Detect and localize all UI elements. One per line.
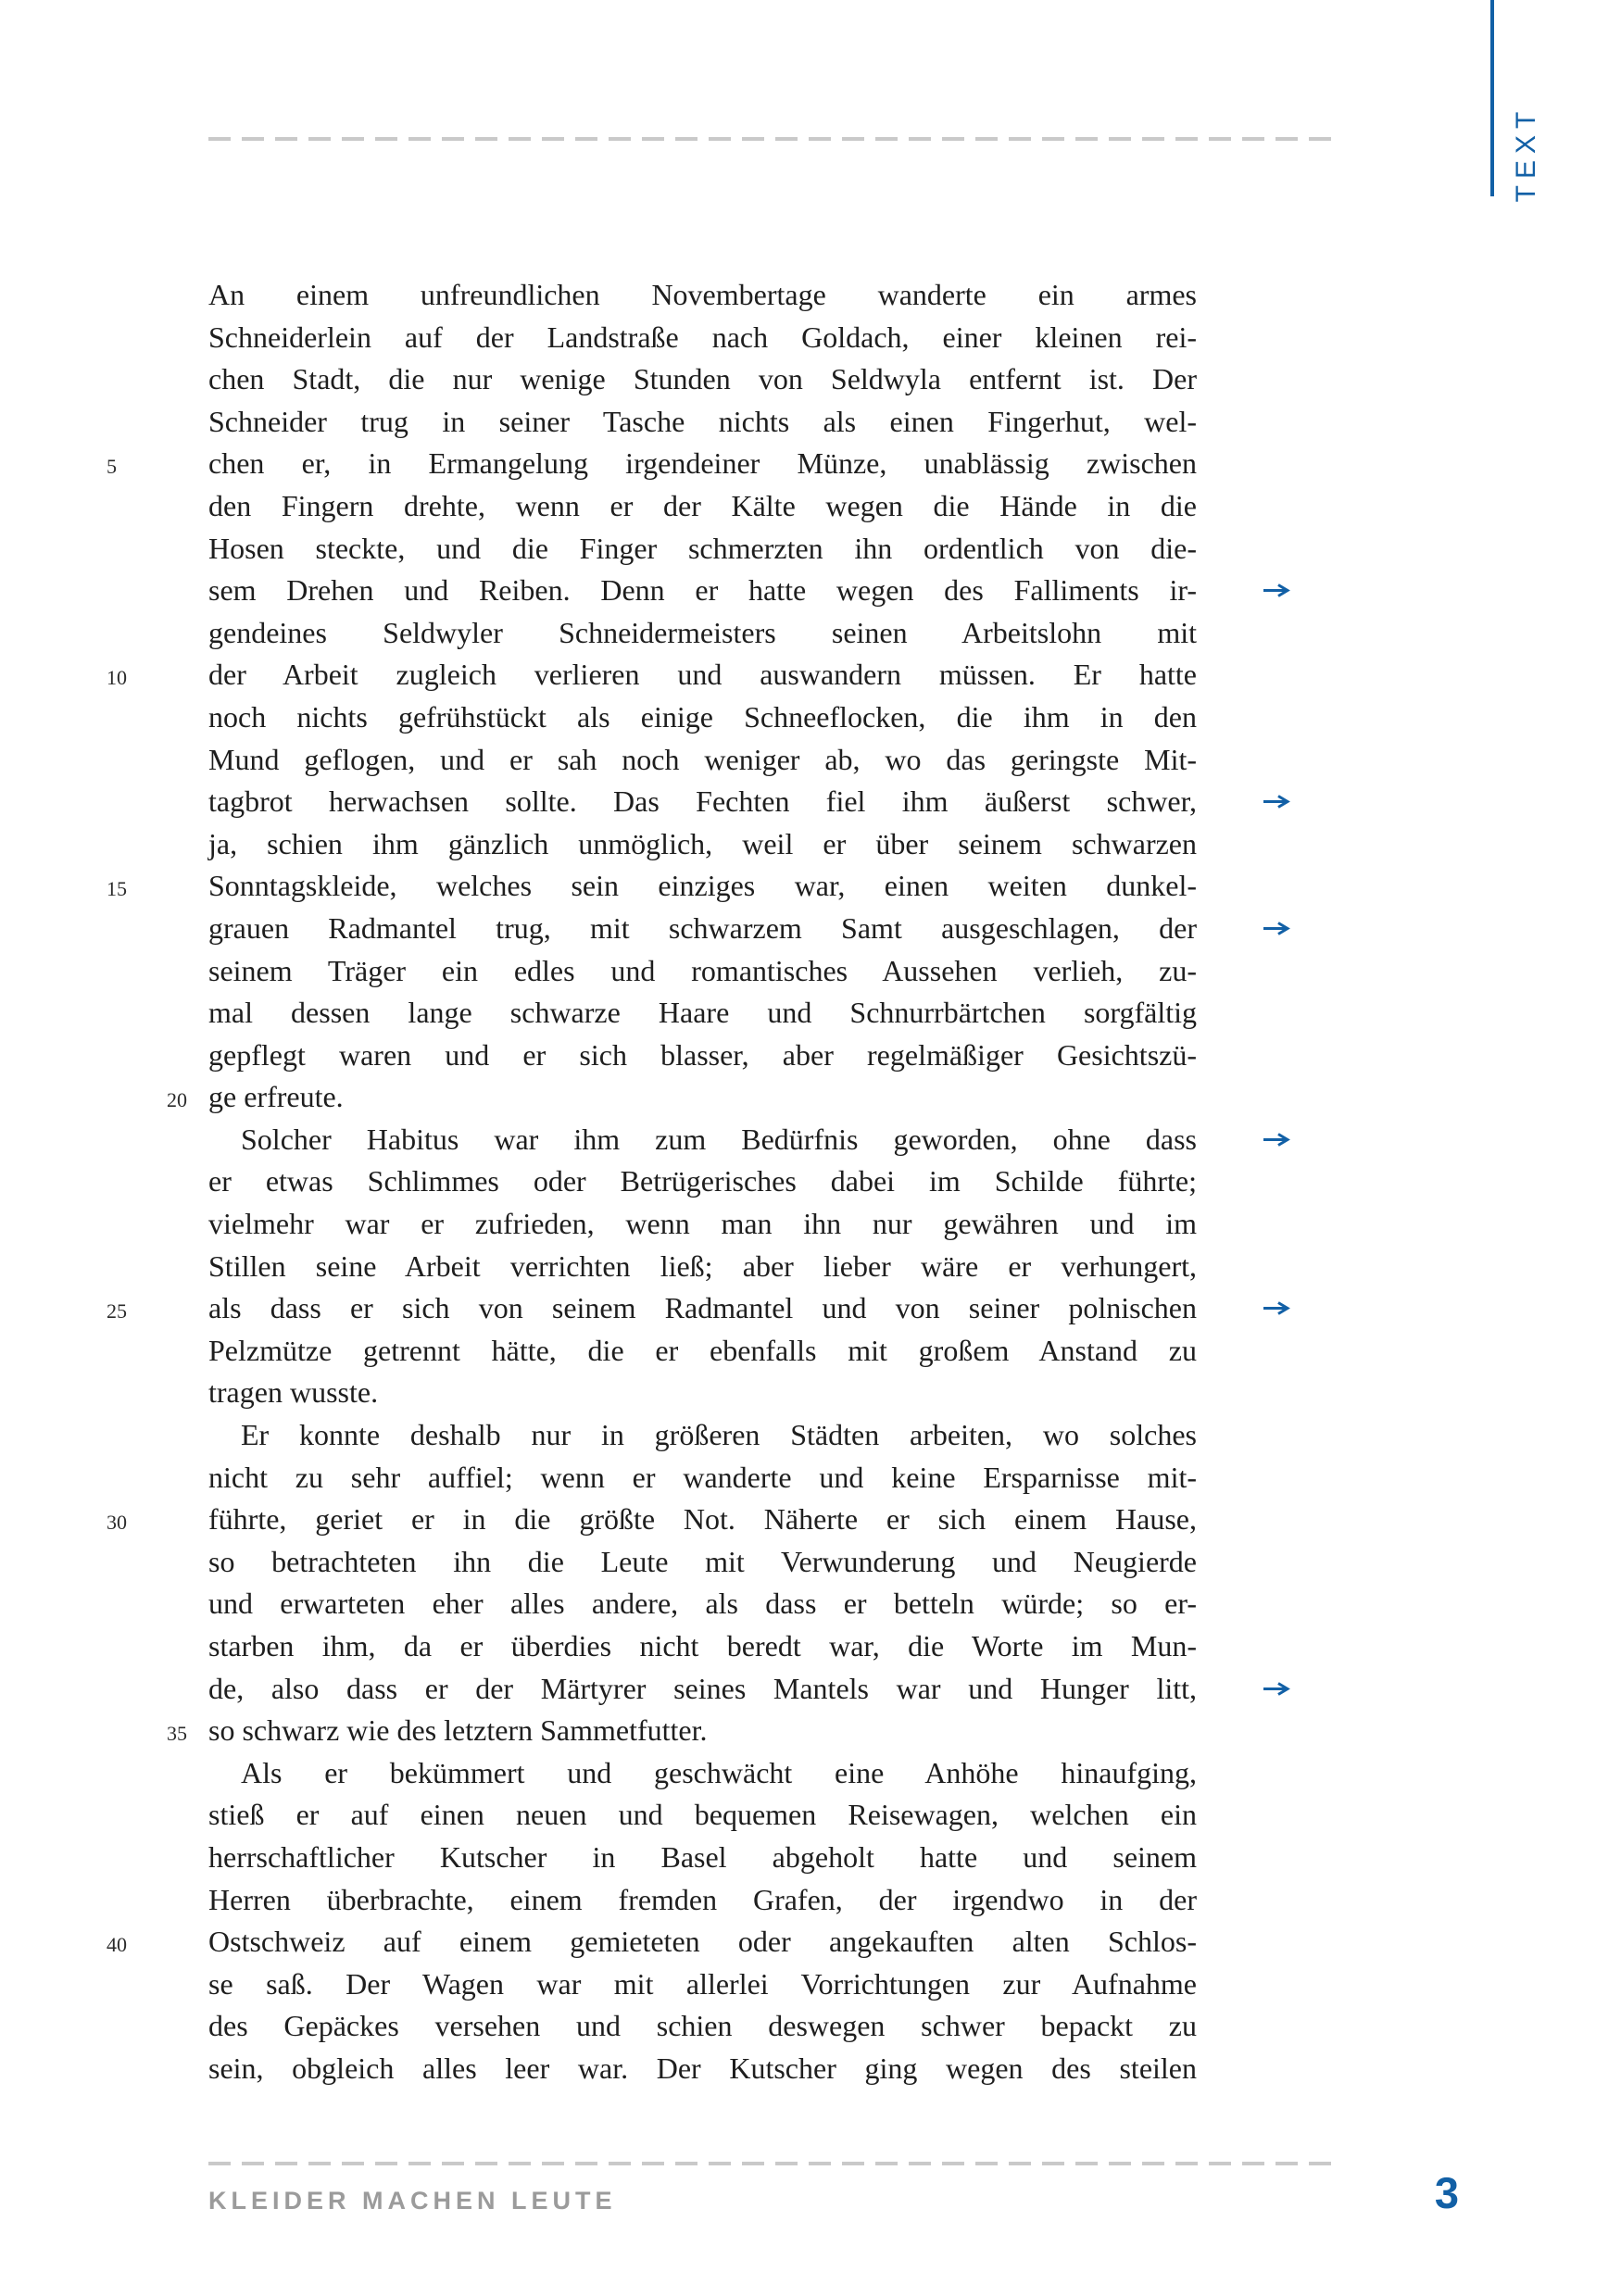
text-line-content: herrschaftlicher Kutscher in Basel abgeholt hatte und seinem xyxy=(208,1839,1197,1874)
text-line xyxy=(208,612,1197,655)
text-line xyxy=(208,317,1197,359)
text-line xyxy=(208,1035,1197,1077)
text-line-content: tagbrot herwachsen sollte. Das Fechten fiel ihm äußerst schwer, xyxy=(208,784,1197,819)
text-line xyxy=(208,1203,1197,1246)
text-line xyxy=(208,1414,1197,1457)
text-line-content: ja, schien ihm gänzlich unmöglich, weil er über seinem schwarzen xyxy=(208,826,1197,860)
text-line-content: noch nichts gefrühstückt als einige Schneeflocken, die ihm in den xyxy=(208,699,1197,734)
margin-arrow-icon xyxy=(1263,1682,1290,1696)
text-line-content: tragen wusste. xyxy=(208,1375,379,1410)
line-number: 10 xyxy=(107,666,127,690)
text-line xyxy=(107,654,1197,696)
text-line-content: er etwas Schlimmes oder Betrügerisches dabei im Schilde führte; xyxy=(208,1164,1197,1198)
text-line xyxy=(208,739,1197,782)
text-line xyxy=(208,1541,1197,1584)
margin-arrow-icon xyxy=(1263,795,1290,809)
text-line xyxy=(167,1076,1197,1119)
text-line-content: Pelzmütze getrennt hätte, die er ebenfalls mit großem Anstand zu xyxy=(208,1333,1197,1367)
text-line xyxy=(208,908,1197,950)
text-line-content: und erwarteten eher alles andere, als dass er betteln würde; so er- xyxy=(208,1587,1197,1621)
text-line xyxy=(208,1964,1197,2006)
text-line-content: nicht zu sehr auffiel; wenn er wanderte und keine Ersparnisse mit- xyxy=(208,1460,1197,1494)
text-line-content: Als er bekümmert und geschwächt eine Anhöhe hinaufging, xyxy=(241,1755,1197,1789)
text-line xyxy=(107,1921,1197,1964)
text-line-content: ge erfreute. xyxy=(208,1080,344,1114)
text-line xyxy=(208,1794,1197,1837)
text-line-content: chen Stadt, die nur wenige Stunden von Seldwyla entfernt ist. Der xyxy=(208,362,1197,396)
line-number: 35 xyxy=(167,1722,187,1746)
text-line xyxy=(107,865,1197,908)
text-line-content: grauen Radmantel trug, mit schwarzem Samt ausgeschlagen, der xyxy=(208,910,1197,945)
text-line-content: chen er, in Ermangelung irgendeiner Münze, unablässig zwischen xyxy=(208,446,1197,481)
text-line-content: vielmehr war er zufrieden, wenn man ihn nur gewähren und im xyxy=(208,1207,1197,1241)
text-line xyxy=(208,823,1197,866)
text-line xyxy=(208,696,1197,739)
text-line xyxy=(208,485,1197,528)
text-line-content: als dass er sich von seinem Radmantel und von seiner polnischen xyxy=(208,1291,1197,1325)
text-line xyxy=(208,1161,1197,1203)
text-line-content: des Gepäckes versehen und schien deswegen schwer bepackt zu xyxy=(208,2009,1197,2043)
text-line-content: den Fingern drehte, wenn er der Kälte wegen die Hände in die xyxy=(208,488,1197,522)
margin-arrow-icon xyxy=(1263,1133,1290,1147)
text-line-content: mal dessen lange schwarze Haare und Schnurrbärtchen sorgfältig xyxy=(208,996,1197,1030)
text-line-content: so betrachteten ihn die Leute mit Verwunderung und Neugierde xyxy=(208,1544,1197,1578)
bottom-dashed-divider xyxy=(208,2162,1337,2165)
text-line xyxy=(208,1246,1197,1288)
text-line-content: Schneider trug in seiner Tasche nichts als einen Fingerhut, wel- xyxy=(208,404,1197,438)
text-line xyxy=(208,992,1197,1035)
text-line-content: Herren überbrachte, einem fremden Grafen, der irgendwo in der xyxy=(208,1882,1197,1916)
running-footer-title: KLEIDER MACHEN LEUTE xyxy=(208,2187,617,2214)
text-line-content: Sonntagskleide, welches sein einziges war, einen weiten dunkel- xyxy=(208,869,1197,903)
text-line xyxy=(208,528,1197,571)
text-line xyxy=(107,1287,1197,1330)
top-dashed-divider xyxy=(208,137,1337,141)
text-line xyxy=(208,358,1197,401)
text-line xyxy=(208,274,1197,317)
text-line xyxy=(208,1879,1197,1922)
text-line-content: sem Drehen und Reiben. Denn er hatte wegen des Falliments ir- xyxy=(208,573,1197,608)
text-line xyxy=(208,1625,1197,1668)
margin-arrow-icon xyxy=(1263,922,1290,935)
text-line-content: sein, obgleich alles leer war. Der Kutscher ging wegen des steilen xyxy=(208,2051,1197,2085)
side-tab-bar xyxy=(1490,0,1494,196)
margin-arrow-icon xyxy=(1263,583,1290,597)
body-text-block xyxy=(107,274,1197,2090)
text-line-content: Ostschweiz auf einem gemieteten oder angekauften alten Schlos- xyxy=(208,1925,1197,1959)
text-line xyxy=(208,1837,1197,1879)
text-line xyxy=(208,1372,1197,1414)
text-line xyxy=(208,1457,1197,1499)
side-tab-label: TEXT xyxy=(1511,105,1541,203)
text-line xyxy=(208,2005,1197,2048)
text-line-content: gendeines Seldwyler Schneidermeisters seinen Arbeitslohn mit xyxy=(208,615,1197,649)
text-line-content: starben ihm, da er überdies nicht beredt war, die Worte im Mun- xyxy=(208,1629,1197,1662)
text-line-content: Er konnte deshalb nur in größeren Städten arbeiten, wo solches xyxy=(241,1418,1197,1452)
text-line xyxy=(107,1499,1197,1541)
text-line-content: Stillen seine Arbeit verrichten ließ; aber lieber wäre er verhungert, xyxy=(208,1248,1197,1283)
text-line-content: de, also dass er der Märtyrer seines Mantels war und Hunger litt, xyxy=(208,1671,1197,1705)
line-number: 20 xyxy=(167,1088,187,1112)
page-number: 3 xyxy=(1434,2168,1459,2217)
text-line-content: se saß. Der Wagen war mit allerlei Vorrichtungen zur Aufnahme xyxy=(208,1966,1197,2001)
text-line xyxy=(208,401,1197,444)
margin-arrow-icon xyxy=(1263,1301,1290,1315)
line-number: 25 xyxy=(107,1299,127,1324)
text-line xyxy=(208,950,1197,993)
text-line-content: Hosen steckte, und die Finger schmerzten ihn ordentlich von die- xyxy=(208,531,1197,565)
text-line-content: der Arbeit zugleich verlieren und auswandern müssen. Er hatte xyxy=(208,658,1197,692)
text-line xyxy=(208,781,1197,823)
text-line xyxy=(208,1752,1197,1795)
text-line xyxy=(107,443,1197,485)
line-number: 15 xyxy=(107,877,127,901)
text-line-content: Solcher Habitus war ihm zum Bedürfnis geworden, ohne dass xyxy=(241,1122,1197,1156)
line-number: 30 xyxy=(107,1511,127,1535)
text-line-content: stieß er auf einen neuen und bequemen Reisewagen, welchen ein xyxy=(208,1798,1197,1832)
text-line-content: Schneiderlein auf der Landstraße nach Goldach, einer kleinen rei- xyxy=(208,320,1197,354)
text-line xyxy=(208,1330,1197,1373)
text-line-content: An einem unfreundlichen Novembertage wanderte ein armes xyxy=(208,278,1197,311)
text-line xyxy=(208,1668,1197,1711)
text-line-content: so schwarz wie des letztern Sammetfutter. xyxy=(208,1713,708,1748)
text-line-content: führte, geriet er in die größte Not. Näherte er sich einem Hause, xyxy=(208,1502,1197,1537)
text-line xyxy=(208,1583,1197,1625)
line-number: 5 xyxy=(107,455,117,479)
text-line xyxy=(208,570,1197,612)
text-line xyxy=(167,1710,1197,1752)
text-line-content: Mund geflogen, und er sah noch weniger ab, wo das geringste Mit- xyxy=(208,742,1197,776)
text-line xyxy=(208,1119,1197,1161)
text-line-content: seinem Träger ein edles und romantisches Aussehen verlieh, zu- xyxy=(208,953,1197,987)
text-line xyxy=(208,2048,1197,2090)
text-line-content: gepflegt waren und er sich blasser, aber regelmäßiger Gesichtszü- xyxy=(208,1037,1197,1072)
line-number: 40 xyxy=(107,1933,127,1957)
